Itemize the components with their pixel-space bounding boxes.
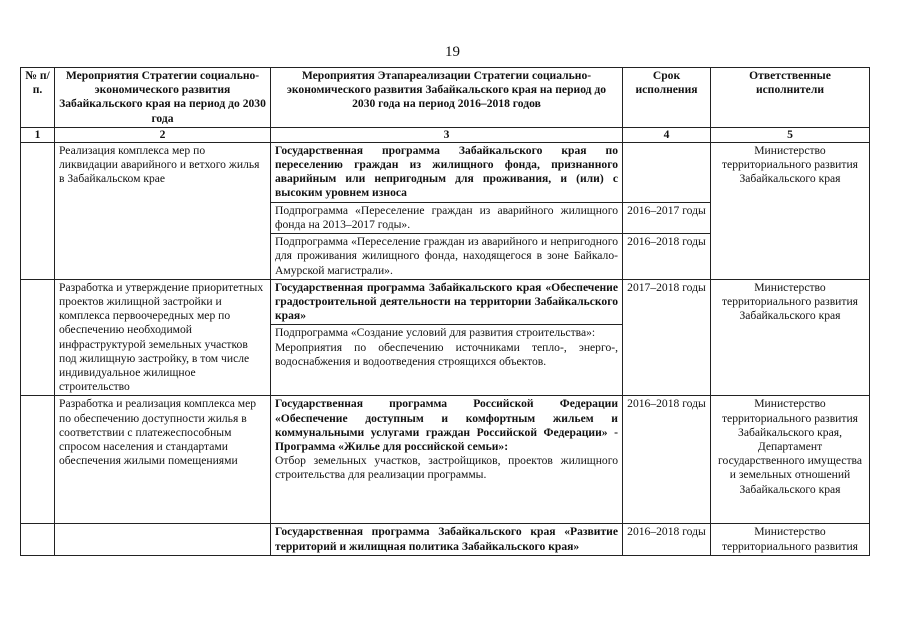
header-num: № п/п. [21, 68, 55, 128]
table-row [21, 524, 870, 555]
responsible-cell: Министерство территориального развития Забайкальского края [711, 142, 870, 279]
column-number: 3 [271, 127, 623, 142]
column-number-row [21, 127, 870, 142]
program-cell [271, 396, 623, 524]
subprogram-cell: Подпрограмма «Переселение граждан из аварийного и непригодного для проживания жилищного фонда, находящегося в зоне Байкало-Амурской магистрали». [271, 234, 623, 280]
column-number: 4 [623, 127, 711, 142]
column-number: 2 [55, 127, 271, 142]
responsible-cell: Министерство территориального развития [711, 524, 870, 555]
subprogram-cell: Подпрограмма «Переселение граждан из аварийного жилищного фонда на 2013–2017 годы». [271, 202, 623, 233]
table-row [21, 142, 870, 202]
program-detail: Отбор земельных участков, застройщиков, проектов жилищного строительства для реализации программы. [275, 454, 618, 482]
row-number-cell [21, 142, 55, 279]
header-responsible: Ответственные исполнители [711, 68, 870, 128]
header-row [21, 68, 870, 128]
program-cell: Государственная программа Забайкальского края по переселению граждан из жилищного фонда, признанного аварийным или непригодным для проживания, и (или) с высоким уровнем износа [271, 142, 623, 202]
strategy-cell: Разработка и утверждение приоритетных проектов жилищной застройки и комплекса первоочередных мер по обеспечению необходимой инфраструктурой земельных участков под жилищную застройку, в том числе индивидуальное жилищное строительство [55, 279, 271, 396]
column-number: 5 [711, 127, 870, 142]
row-number-cell [21, 524, 55, 555]
term-cell: 2016–2018 годы [623, 234, 711, 280]
row-number-cell [21, 396, 55, 524]
header-strategy: Мероприятия Стратегии социально-экономического развития Забайкальского края на период до 2030 года [55, 68, 271, 128]
subprogram-cell [271, 325, 623, 396]
subprogram-title: Подпрограмма «Создание условий для развития строительства»: [275, 326, 596, 340]
column-number: 1 [21, 127, 55, 142]
subprogram-text: Мероприятия по обеспечению источниками тепло-, энерго-, водоснабжения и водоотведения строящихся объектов. [275, 340, 618, 368]
term-cell: 2016–2018 годы [623, 396, 711, 524]
header-term: Срок исполнения [623, 68, 711, 128]
term-cell: 2017–2018 годы [623, 279, 711, 396]
program-cell: Государственная программа Забайкальского края «Развитие территорий и жилищная политика Забайкальского края» [271, 524, 623, 555]
table-row [21, 396, 870, 524]
strategy-cell: Разработка и реализация комплекса мер по обеспечению доступности жилья в соответствии с платежеспособным спросом населения и стандартами обеспечения жилыми помещениями [55, 396, 271, 524]
strategy-cell [55, 524, 271, 555]
strategy-cell: Реализация комплекса мер по ликвидации аварийного и ветхого жилья в Забайкальском крае [55, 142, 271, 279]
responsible-cell: Министерство территориального развития Забайкальского края [711, 279, 870, 396]
measures-table [20, 67, 870, 556]
term-cell: 2016–2017 годы [623, 202, 711, 233]
page-number: 19 [445, 44, 460, 60]
row-number-cell [21, 279, 55, 396]
responsible-cell: Министерство территориального развития Забайкальского края, Департамент государственного имущества и земельных отношений Забайкальского края [711, 396, 870, 524]
table-row [21, 279, 870, 325]
header-stage: Мероприятия Этапареализации Стратегии социально-экономического развития Забайкальского края на период до 2030 года на период 2016–2018 годов [271, 68, 623, 128]
term-cell: 2016–2018 годы [623, 524, 711, 555]
program-cell: Государственная программа Забайкальского края «Обеспечение градостроительной деятельности на территории Забайкальского края» [271, 279, 623, 325]
term-cell [623, 142, 711, 202]
program-title: Государственная программа Российской Федерации «Обеспечение доступным и комфортным жильем и коммунальными услугами граждан Российской Федерации» - Программа «Жилье для российской семьи»: [275, 397, 618, 454]
